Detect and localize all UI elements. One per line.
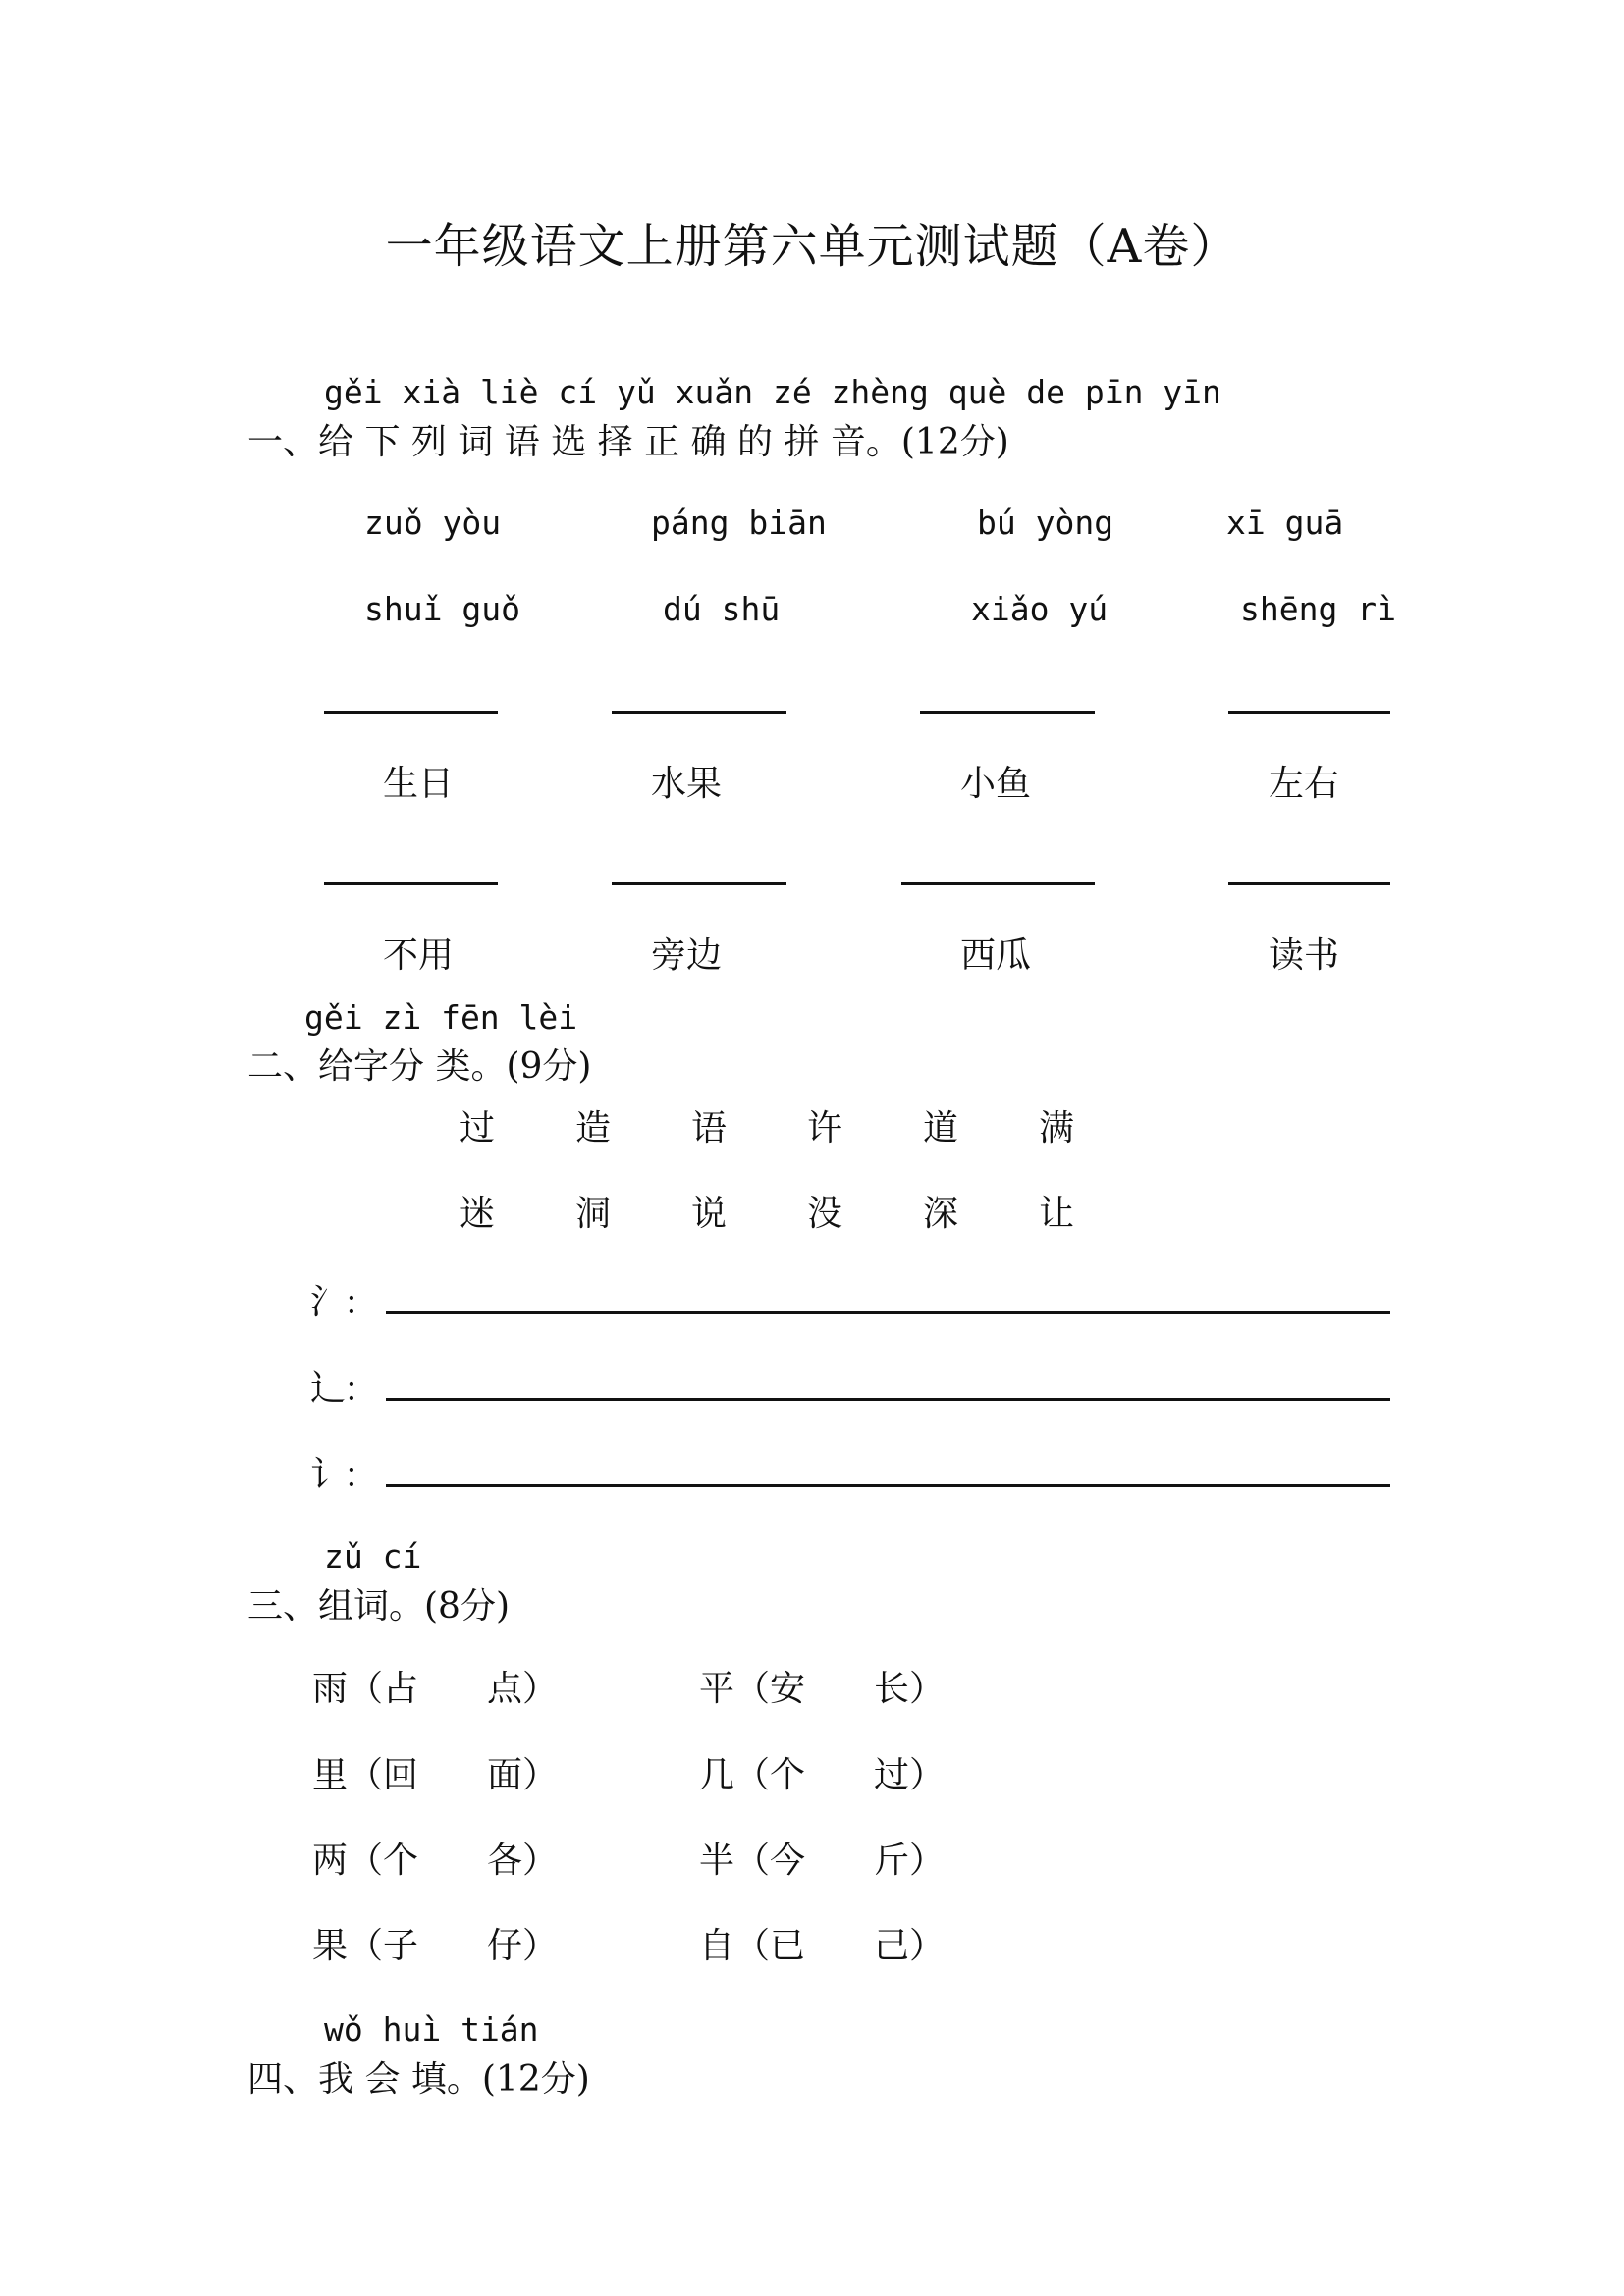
q3-pinyin: zǔ cí: [324, 1537, 422, 1575]
q1-answer-blank[interactable]: [324, 882, 498, 885]
q2-pinyin: gěi zì fēn lèi: [304, 998, 578, 1037]
q1-answer-blank[interactable]: [901, 882, 1095, 885]
q3-item-head: 果（子: [312, 1926, 419, 1966]
q2-colon: ：: [344, 1457, 377, 1496]
q1-answer-blank[interactable]: [324, 711, 498, 714]
q1-word: 水果: [651, 764, 723, 804]
q3-item-tail: 各）: [487, 1841, 559, 1881]
q2-radical-walk: 辶: [310, 1368, 347, 1409]
q3-item-tail: 斤）: [874, 1841, 946, 1881]
q3-item-tail: 己）: [874, 1926, 946, 1966]
q2-char: 满: [1039, 1108, 1075, 1148]
q2-char: 过: [460, 1108, 496, 1148]
q3-item-head: 几（个: [699, 1755, 806, 1795]
q2-colon: ：: [344, 1370, 377, 1410]
q3-item-tail: 仔）: [487, 1926, 559, 1966]
q1-option: xiǎo yú: [971, 590, 1109, 628]
q2-colon: ：: [344, 1284, 377, 1323]
q1-word: 小鱼: [960, 764, 1032, 804]
q1-option: xī guā: [1226, 504, 1344, 542]
q3-item-head: 自（已: [699, 1926, 806, 1966]
q3-item-tail: 面）: [487, 1755, 559, 1795]
q1-option: shuǐ guǒ: [364, 590, 520, 628]
q3-item-head: 平（安: [699, 1669, 806, 1709]
q3-heading: 三、组词。(8分): [247, 1586, 510, 1627]
q2-char: 让: [1039, 1194, 1075, 1234]
q2-char: 造: [575, 1108, 612, 1148]
q2-char: 说: [691, 1194, 728, 1234]
q2-char: 道: [923, 1108, 959, 1148]
q2-char: 语: [691, 1108, 728, 1148]
q1-word: 左右: [1269, 764, 1340, 804]
page-title: 一年级语文上册第六单元测试题（A卷）: [385, 219, 1239, 274]
q2-char: 许: [807, 1108, 843, 1148]
q2-char: 洞: [575, 1194, 612, 1234]
q1-answer-blank[interactable]: [920, 711, 1095, 714]
q1-option: bú yòng: [977, 504, 1114, 542]
q1-option: páng biān: [651, 504, 827, 542]
q1-option: dú shū: [663, 590, 781, 628]
q3-item-head: 两（个: [312, 1841, 419, 1881]
q1-answer-blank[interactable]: [1228, 882, 1390, 885]
q1-pinyin: gěi xià liè cí yǔ xuǎn zé zhèng què de pīn yīn: [324, 373, 1221, 411]
q3-item-head: 里（回: [312, 1755, 419, 1795]
q1-option: shēng rì: [1240, 590, 1396, 628]
q3-item-tail: 长）: [874, 1669, 946, 1709]
q1-answer-blank[interactable]: [612, 711, 786, 714]
q2-answer-line[interactable]: [386, 1311, 1390, 1314]
q4-pinyin: wǒ huì tián: [324, 2010, 539, 2049]
q1-heading: 一、给 下 列 词 语 选 择 正 确 的 拼 音。(12分): [247, 422, 1009, 462]
q1-answer-blank[interactable]: [612, 882, 786, 885]
q4-heading: 四、我 会 填。(12分): [247, 2059, 590, 2100]
q2-char: 深: [923, 1194, 959, 1234]
q2-radical-water: 氵: [310, 1282, 347, 1322]
q1-word: 不用: [383, 935, 455, 976]
q2-answer-line[interactable]: [386, 1398, 1390, 1401]
q2-char: 迷: [460, 1194, 496, 1234]
q2-radical-speech: 讠: [310, 1455, 347, 1495]
q1-option: zuǒ yòu: [364, 504, 502, 542]
q1-answer-blank[interactable]: [1228, 711, 1390, 714]
q3-item-tail: 过）: [874, 1755, 946, 1795]
q3-item-tail: 点）: [487, 1669, 559, 1709]
q2-char: 没: [807, 1194, 843, 1234]
q2-heading: 二、给字分 类。(9分): [247, 1046, 592, 1087]
q1-word: 旁边: [651, 935, 723, 976]
q1-word: 西瓜: [960, 935, 1032, 976]
q2-answer-line[interactable]: [386, 1484, 1390, 1487]
q3-item-head: 半（今: [699, 1841, 806, 1881]
q3-item-head: 雨（占: [312, 1669, 419, 1709]
q1-word: 读书: [1269, 935, 1340, 976]
q1-word: 生日: [383, 764, 455, 804]
